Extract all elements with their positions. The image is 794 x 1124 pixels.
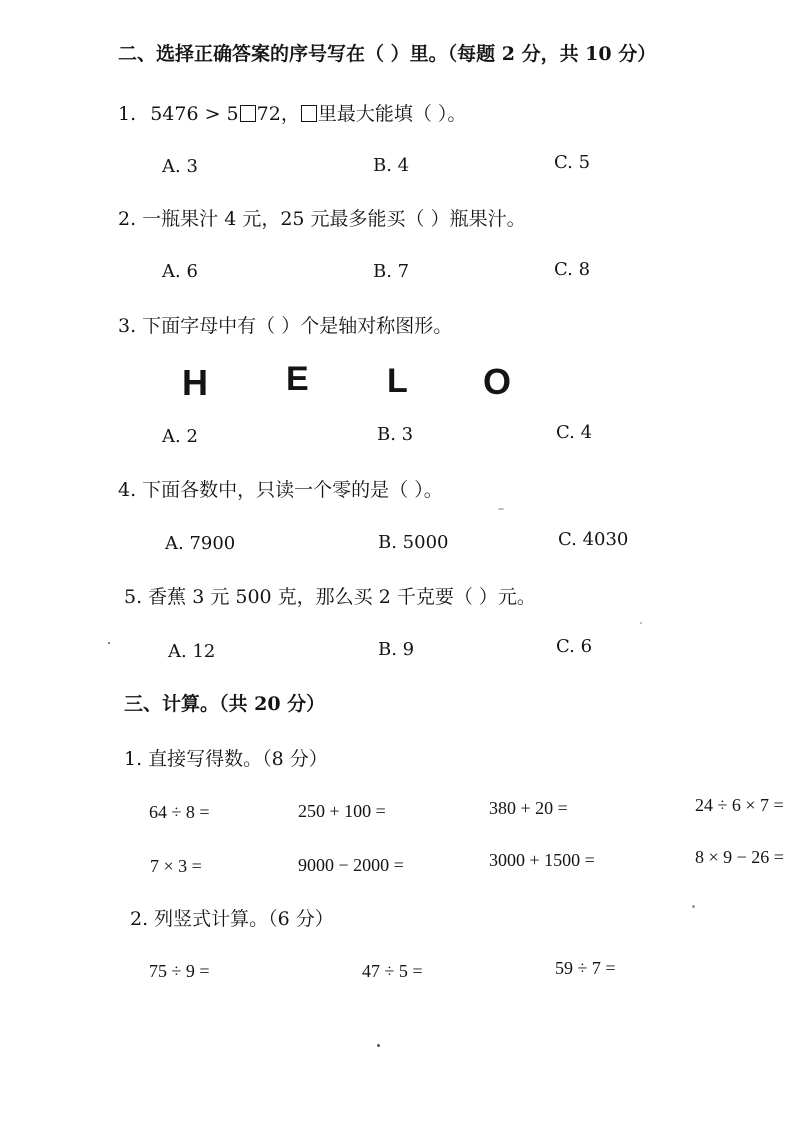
section-2-heading: 二、选择正确答案的序号写在（ ）里。（每题 2 分，共 10 分） <box>118 43 657 65</box>
question-1-text-c: 里最大能填（ ）。 <box>317 103 467 125</box>
q4-option-b: B. 5000 <box>378 532 449 553</box>
q1-option-b: B. 4 <box>373 155 410 176</box>
q4-option-a: A. 7900 <box>165 533 236 554</box>
blank-box-icon <box>240 105 256 122</box>
q2-option-b: B. 7 <box>373 261 410 282</box>
letter-h: H <box>182 362 208 403</box>
calc-2-2: 9000 − 2000 = <box>298 855 404 875</box>
calc-1-4: 24 ÷ 6 × 7 = <box>695 795 784 815</box>
question-1-text-a: 5476 > 5 <box>150 103 239 125</box>
letter-l: L <box>387 362 408 400</box>
vertical-calc-1: 75 ÷ 9 = <box>149 961 210 981</box>
scan-speck <box>640 622 642 624</box>
calc-1-3: 380 + 20 = <box>489 798 568 818</box>
q1-option-a: A. 3 <box>162 156 198 177</box>
q3-option-c: C. 4 <box>556 422 593 443</box>
q5-option-c: C. 6 <box>556 636 593 657</box>
vertical-calc-2: 47 ÷ 5 = <box>362 961 423 981</box>
calc-2-4: 8 × 9 − 26 = <box>695 847 784 867</box>
question-4: 4. 下面各数中，只读一个零的是（ ）。 <box>118 479 443 501</box>
scan-speck <box>498 508 504 510</box>
letter-o: O <box>483 361 512 402</box>
section-3-heading: 三、计算。（共 20 分） <box>124 693 326 715</box>
calc-1-2: 250 + 100 = <box>298 801 386 821</box>
question-1-number: 1. <box>118 103 137 125</box>
part-2-title: 2. 列竖式计算。（6 分） <box>130 908 334 930</box>
scan-speck <box>377 1044 380 1047</box>
q1-option-c: C. 5 <box>554 152 591 173</box>
q3-option-b: B. 3 <box>377 424 414 445</box>
vertical-calc-3: 59 ÷ 7 = <box>555 958 616 978</box>
blank-box-icon <box>301 105 317 122</box>
q5-option-b: B. 9 <box>378 639 415 660</box>
calc-1-1: 64 ÷ 8 = <box>149 802 210 822</box>
scan-speck <box>692 905 695 908</box>
calc-2-3: 3000 + 1500 = <box>489 850 595 870</box>
question-5: 5. 香蕉 3 元 500 克，那么买 2 千克要（ ）元。 <box>124 586 536 608</box>
calc-2-1: 7 × 3 = <box>150 856 202 876</box>
part-1-title: 1. 直接写得数。（8 分） <box>124 748 328 770</box>
question-1-text-b: 72， <box>256 103 300 125</box>
q3-option-a: A. 2 <box>162 426 198 447</box>
question-1 <box>118 105 466 124</box>
q2-option-c: C. 8 <box>554 259 591 280</box>
letter-e: E <box>286 360 309 398</box>
scan-speck <box>108 642 110 644</box>
q4-option-c: C. 4030 <box>558 529 629 550</box>
q2-option-a: A. 6 <box>162 261 198 282</box>
question-3: 3. 下面字母中有（ ）个是轴对称图形。 <box>118 315 453 337</box>
question-2: 2. 一瓶果汁 4 元，25 元最多能买（ ）瓶果汁。 <box>118 208 526 230</box>
q5-option-a: A. 12 <box>168 641 216 662</box>
